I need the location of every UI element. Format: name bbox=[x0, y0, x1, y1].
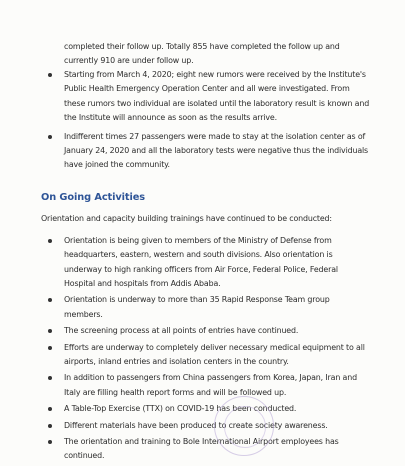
list-item bbox=[48, 68, 370, 125]
section-heading: On Going Activities bbox=[41, 192, 146, 203]
list-item bbox=[48, 419, 370, 433]
list-item bbox=[48, 324, 370, 338]
list-item-text: The screening process at all points of entries have continued. bbox=[64, 326, 299, 336]
bullet-icon bbox=[48, 346, 52, 350]
list-item bbox=[48, 341, 370, 370]
activities-bullet-list bbox=[48, 234, 370, 466]
bullet-icon bbox=[48, 298, 52, 302]
bullet-icon bbox=[48, 329, 52, 333]
top-bullet-list bbox=[48, 68, 370, 177]
list-item-text: Different materials have been produced to create society awareness. bbox=[64, 420, 328, 430]
list-item bbox=[48, 293, 370, 322]
official-stamp bbox=[214, 396, 274, 456]
bullet-icon bbox=[48, 239, 52, 243]
bullet-icon bbox=[48, 135, 52, 139]
list-item-text: Indifferent times 27 passengers were made to stay at the isolation center as of January 24, 2020 and all the laboratory tests were negative thus the individuals have joined the community. bbox=[64, 131, 369, 170]
bullet-icon bbox=[48, 376, 52, 380]
list-item-text: In addition to passengers from China passengers from Korea, Japan, Iran and Italy are filling health report forms and will be followed up. bbox=[64, 373, 357, 397]
list-item bbox=[48, 371, 370, 400]
list-item bbox=[48, 402, 370, 416]
list-item-text: Efforts are underway to completely deliver necessary medical equipment to all airports, inland entries and isolation centers in the country. bbox=[64, 342, 365, 366]
bullet-icon bbox=[48, 407, 52, 411]
list-item-text: Orientation is underway to more than 35 Rapid Response Team group members. bbox=[64, 295, 330, 319]
stamp-inner-ring bbox=[224, 406, 266, 448]
list-item-text: A Table-Top Exercise (TTX) on COVID-19 has been conducted. bbox=[64, 404, 297, 414]
bullet-icon bbox=[48, 73, 52, 77]
list-item bbox=[48, 234, 370, 291]
list-item bbox=[48, 435, 370, 464]
section-intro: Orientation and capacity building trainings have continued to be conducted: bbox=[41, 214, 332, 223]
list-item-text: The orientation and training to Bole International Airport employees has continued. bbox=[64, 437, 339, 461]
bullet-icon bbox=[48, 424, 52, 428]
continued-paragraph: completed their follow up. Totally 855 have completed the follow up and currently 910 are under follow up. bbox=[64, 42, 340, 66]
list-item bbox=[48, 130, 370, 173]
list-item-text: Starting from March 4, 2020; eight new rumors were received by the Institute's Public Health Emergency Operation Center and all were investigated. From these rumors two individual are isolated until the laboratory result is known and the Institute will announce as soon as the results arrive. bbox=[64, 70, 370, 122]
bullet-icon bbox=[48, 440, 52, 444]
list-item-text: Orientation is being given to members of the Ministry of Defense from headquarters, eastern, western and south divisions. Also orientation is underway to high ranking officers from Air Force, Federal Police, Federal Hospital and hospitals from Addis Ababa. bbox=[64, 236, 338, 288]
